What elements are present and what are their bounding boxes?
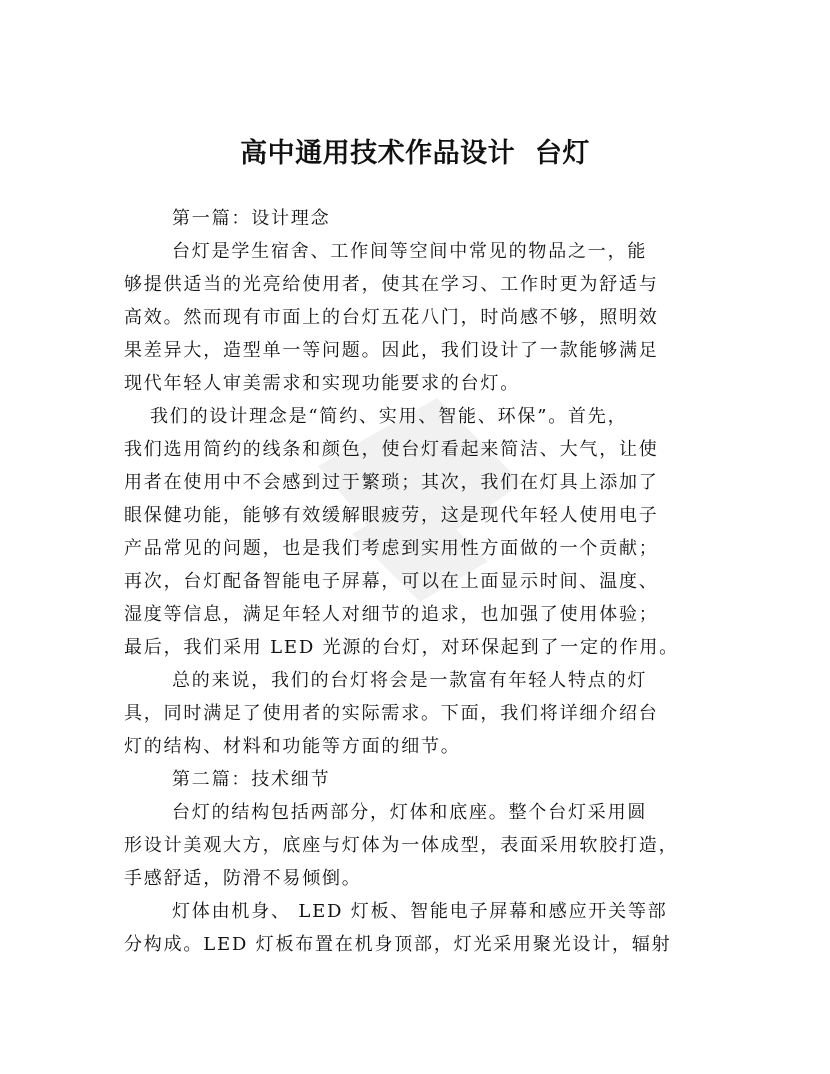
paragraph-line: 湿度等信息，满足年轻人对细节的追求，也加强了使用体验； <box>124 604 659 625</box>
paragraph-line: 分构成。LED 灯板布置在机身顶部，灯光采用聚光设计，辐射 <box>124 934 672 955</box>
paragraph-line: 台灯的结构包括两部分，灯体和底座。整个台灯采用圆 <box>172 802 648 823</box>
paragraph-line: 产品常见的问题，也是我们考虑到实用性方面做的一个贡献； <box>124 538 659 559</box>
paragraph-line: 台灯是学生宿舍、工作间等空间中常见的物品之一，能 <box>172 241 648 262</box>
section-heading-1: 第一篇：设计理念 <box>172 208 331 229</box>
paragraph-line: 我们的设计理念是“简约、实用、智能、环保”。首先， <box>150 406 628 427</box>
paragraph-line: 最后，我们采用 LED 光源的台灯，对环保起到了一定的作用。 <box>124 637 679 658</box>
paragraph-line: 再次，台灯配备智能电子屏幕，可以在上面显示时间、温度、 <box>124 571 659 592</box>
paragraph-line: 形设计美观大方，底座与灯体为一体成型，表面采用软胶打造， <box>124 835 679 856</box>
document-title: 高中通用技术作品设计 台灯 <box>240 138 590 169</box>
paragraph-line: 灯的结构、材料和功能等方面的细节。 <box>124 736 461 757</box>
paragraph-line: 灯体由机身、 LED 灯板、智能电子屏幕和感应开关等部 <box>172 901 668 922</box>
paragraph-line: 高效。然而现有市面上的台灯五花八门，时尚感不够，照明效 <box>124 307 659 328</box>
paragraph-line: 手感舒适，防滑不易倾倒。 <box>124 868 362 889</box>
paragraph-line: 用者在使用中不会感到过于繁琐；其次，我们在灯具上添加了 <box>124 472 659 493</box>
paragraph-line: 现代年轻人审美需求和实现功能要求的台灯。 <box>124 373 520 394</box>
section-heading-2: 第二篇：技术细节 <box>172 769 331 790</box>
paragraph-line: 够提供适当的光亮给使用者，使其在学习、工作时更为舒适与 <box>124 274 659 295</box>
paragraph-line: 我们选用简约的线条和颜色，使台灯看起来简洁、大气，让使 <box>124 439 659 460</box>
paragraph-line: 果差异大，造型单一等问题。因此，我们设计了一款能够满足 <box>124 340 659 361</box>
paragraph-line: 眼保健功能，能够有效缓解眼疲劳，这是现代年轻人使用电子 <box>124 505 659 526</box>
paragraph-line: 总的来说，我们的台灯将会是一款富有年轻人特点的灯 <box>172 670 648 691</box>
paragraph-line: 具，同时满足了使用者的实际需求。下面，我们将详细介绍台 <box>124 703 659 724</box>
